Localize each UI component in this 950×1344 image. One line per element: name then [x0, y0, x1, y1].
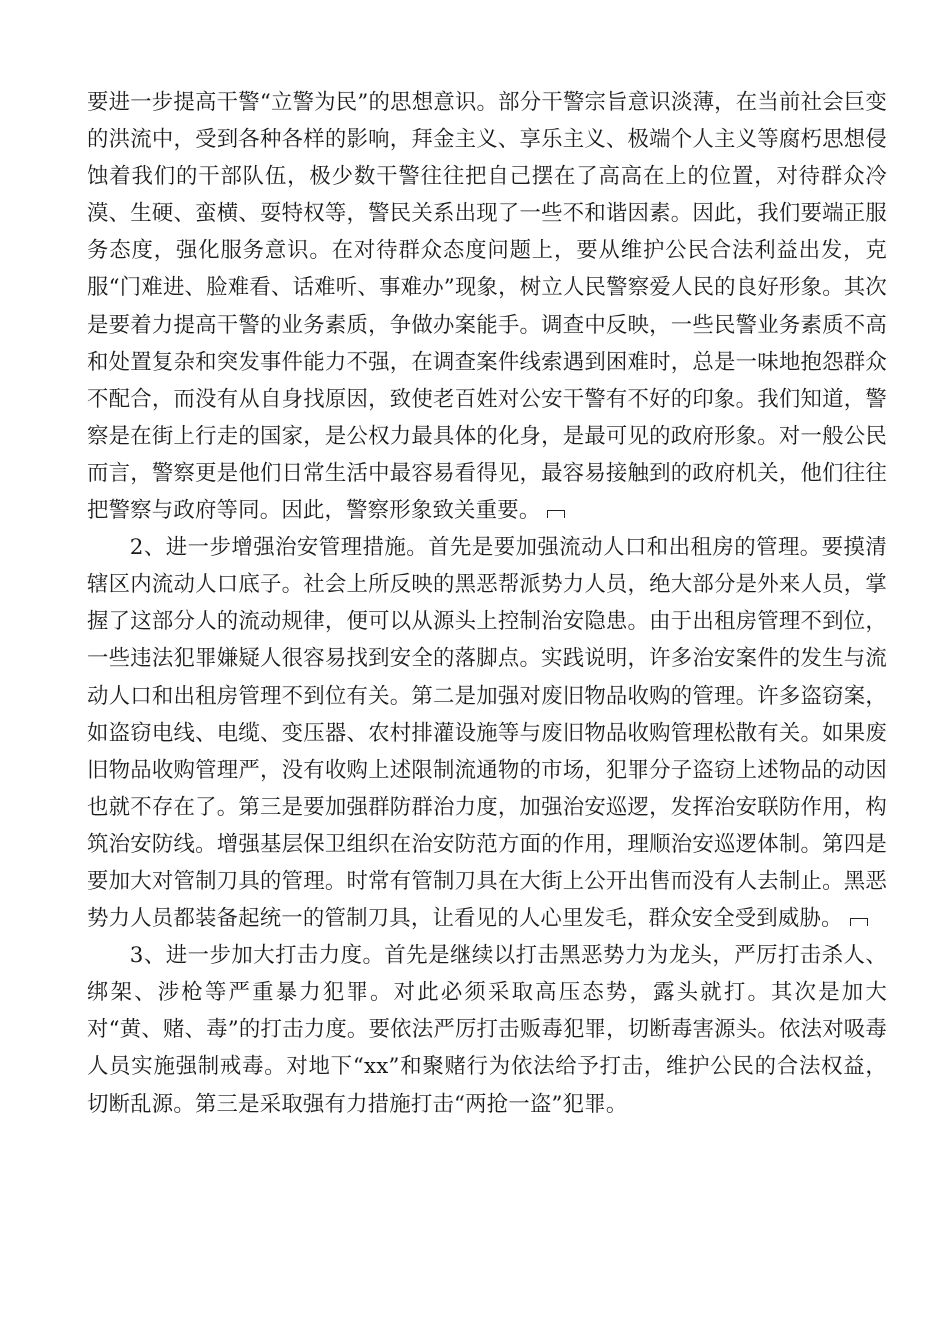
paragraph-mark-icon	[546, 507, 566, 519]
paragraph-2-text: 2、进一步增强治安管理措施。首先是要加强流动人口和出租房的管理。要摸清辖区内流动人口底子。社会上所反映的黑恶帮派势力人员，绝大部分是外来人员，掌握了这部分人的流动规律，便可以从源头上控制治安隐患。由于出租房管理不到位，一些违法犯罪嫌疑人很容易找到安全的落脚点。实践说明，许多治安案件的发生与流动人口和出租房管理不到位有关。第二是加强对废旧物品收购的管理。许多盗窃案，如盗窃电线、电缆、变压器、农村排灌设施等与废旧物品收购管理松散有关。如果废旧物品收购管理严，没有收购上述限制流通物的市场，犯罪分子盗窃上述物品的动因也就不存在了。第三是要加强群防群治力度，加强治安巡逻，发挥治安联防作用，构筑治安防线。增强基层保卫组织在治安防范方面的作用，理顺治安巡逻体制。第四是要加大对管制刀具的管理。时常有管制刀具在大街上公开出售而没有人去制止。黑恶势力人员都装备起统一的管制刀具，让看见的人心里发毛，群众安全受到威胁。	[87, 535, 887, 932]
document-page	[87, 84, 887, 1123]
paragraph-mark-icon	[849, 915, 869, 927]
paragraph-1	[87, 84, 887, 529]
paragraph-3	[87, 937, 887, 1122]
paragraph-3-text: 3、进一步加大打击力度。首先是继续以打击黑恶势力为龙头，严厉打击杀人、绑架、涉枪等严重暴力犯罪。对此必须采取高压态势，露头就打。其次是加大对“黄、赌、毒”的打击力度。要依法严厉打击贩毒犯罪，切断毒害源头。依法对吸毒人员实施强制戒毒。对地下“xx”和聚赌行为依法给予打击，维护公民的合法权益，切断乱源。第三是采取强有力措施打击“两抢一盗”犯罪。	[87, 943, 887, 1117]
paragraph-1-text: 要进一步提高干警“立警为民”的思想意识。部分干警宗旨意识淡薄，在当前社会巨变的洪流中，受到各种各样的影响，拜金主义、享乐主义、极端个人主义等腐朽思想侵蚀着我们的干部队伍，极少数干警往往把自己摆在了高高在上的位置，对待群众冷漠、生硬、蛮横、耍特权等，警民关系出现了一些不和谐因素。因此，我们要端正服务态度，强化服务意识。在对待群众态度问题上，要从维护公民合法利益出发，克服“门难进、脸难看、话难听、事难办”现象，树立人民警察爱人民的良好形象。其次是要着力提高干警的业务素质，争做办案能手。调查中反映，一些民警业务素质不高和处置复杂和突发事件能力不强，在调查案件线索遇到困难时，总是一味地抱怨群众不配合，而没有从自身找原因，致使老百姓对公安干警有不好的印象。我们知道，警察是在街上行走的国家，是公权力最具体的化身，是最可见的政府形象。对一般公民而言，警察更是他们日常生活中最容易看得见，最容易接触到的政府机关，他们往往把警察与政府等同。因此，警察形象致关重要。	[87, 90, 887, 524]
paragraph-2	[87, 529, 887, 937]
